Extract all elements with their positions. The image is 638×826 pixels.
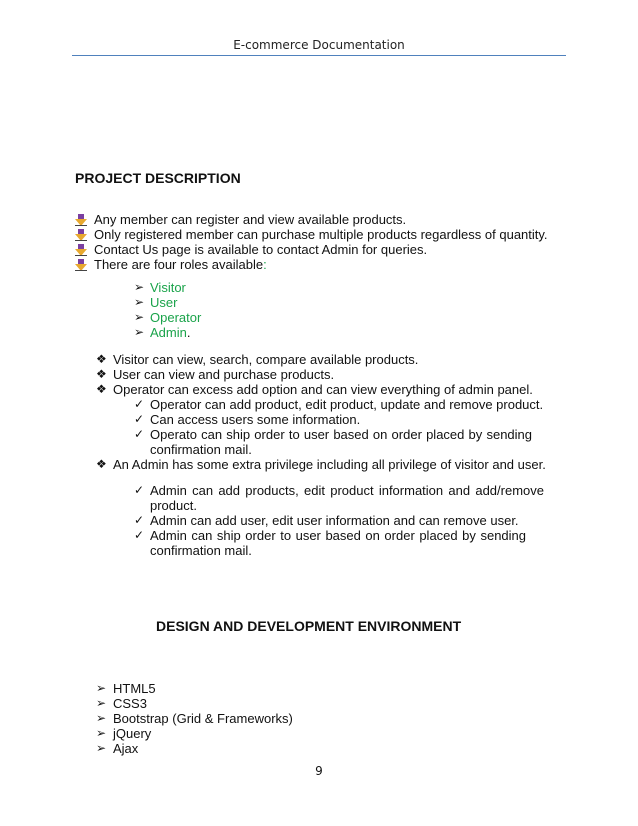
role-admin bbox=[150, 325, 190, 340]
four-diamond-bullet-icon: ❖ bbox=[96, 382, 107, 396]
four-diamond-bullet-icon: ❖ bbox=[96, 457, 107, 471]
tool-item: HTML5 bbox=[113, 681, 156, 696]
down-arrow-bullet-icon bbox=[75, 259, 87, 271]
arrowhead-bullet-icon: ➢ bbox=[96, 741, 107, 755]
visitor-detail: Visitor can view, search, compare available products. bbox=[113, 352, 419, 367]
arrowhead-bullet-icon: ➢ bbox=[96, 696, 107, 710]
design-environment-heading: DESIGN AND DEVELOPMENT ENVIRONMENT bbox=[156, 618, 462, 634]
checkmark-bullet-icon: ✓ bbox=[134, 528, 145, 542]
arrowhead-bullet-icon: ➢ bbox=[134, 295, 145, 309]
four-diamond-bullet-icon: ❖ bbox=[96, 367, 107, 381]
arrowhead-bullet-icon: ➢ bbox=[134, 280, 145, 294]
roles-text: There are four roles available bbox=[94, 257, 264, 272]
project-description-heading: PROJECT DESCRIPTION bbox=[75, 170, 241, 186]
down-arrow-bullet-icon bbox=[75, 214, 87, 226]
bullet-register: Any member can register and view available products. bbox=[94, 212, 407, 227]
role-user: User bbox=[150, 295, 178, 310]
running-header: E-commerce Documentation bbox=[233, 38, 405, 52]
checkmark-bullet-icon: ✓ bbox=[134, 397, 145, 411]
down-arrow-bullet-icon bbox=[75, 244, 87, 256]
admin-detail: An Admin has some extra privilege including all privilege of visitor and user. bbox=[113, 457, 546, 472]
checkmark-bullet-icon: ✓ bbox=[134, 513, 145, 527]
arrowhead-bullet-icon: ➢ bbox=[96, 681, 107, 695]
operator-detail: Operator can excess add option and can view everything of admin panel. bbox=[113, 382, 533, 397]
arrowhead-bullet-icon: ➢ bbox=[96, 726, 107, 740]
bullet-purchase: Only registered member can purchase multiple products regardless of quantity. bbox=[94, 227, 548, 242]
header-rule bbox=[72, 55, 566, 56]
role-admin-label: Admin bbox=[150, 325, 187, 340]
down-arrow-bullet-icon bbox=[75, 229, 87, 241]
arrowhead-bullet-icon: ➢ bbox=[134, 310, 145, 324]
operator-check-2: Can access users some information. bbox=[150, 412, 361, 427]
role-operator: Operator bbox=[150, 310, 202, 325]
admin-check-2: Admin can add user, edit user information and can remove user. bbox=[150, 513, 519, 528]
arrowhead-bullet-icon: ➢ bbox=[96, 711, 107, 725]
tool-item: Ajax bbox=[113, 741, 139, 756]
page-number: 9 bbox=[315, 764, 323, 778]
tool-item: jQuery bbox=[113, 726, 152, 741]
checkmark-bullet-icon: ✓ bbox=[134, 427, 145, 441]
bullet-roles bbox=[94, 257, 267, 272]
tool-item: Bootstrap (Grid & Frameworks) bbox=[113, 711, 293, 726]
four-diamond-bullet-icon: ❖ bbox=[96, 352, 107, 366]
tool-item: CSS3 bbox=[113, 696, 147, 711]
role-admin-period: . bbox=[186, 325, 191, 340]
role-visitor: Visitor bbox=[150, 280, 186, 295]
admin-check-3: Admin can ship order to user based on order placed by sending confirmation mail. bbox=[150, 528, 526, 558]
operator-check-1: Operator can add product, edit product, update and remove product. bbox=[150, 397, 544, 412]
roles-colon: : bbox=[263, 257, 267, 272]
user-detail: User can view and purchase products. bbox=[113, 367, 335, 382]
bullet-contact: Contact Us page is available to contact Admin for queries. bbox=[94, 242, 428, 257]
admin-check-1: Admin can add products, edit product information and add/remove product. bbox=[150, 483, 544, 513]
arrowhead-bullet-icon: ➢ bbox=[134, 325, 145, 339]
checkmark-bullet-icon: ✓ bbox=[134, 483, 145, 497]
operator-check-3: Operato can ship order to user based on order placed by sending confirmation mail. bbox=[150, 427, 532, 457]
checkmark-bullet-icon: ✓ bbox=[134, 412, 145, 426]
